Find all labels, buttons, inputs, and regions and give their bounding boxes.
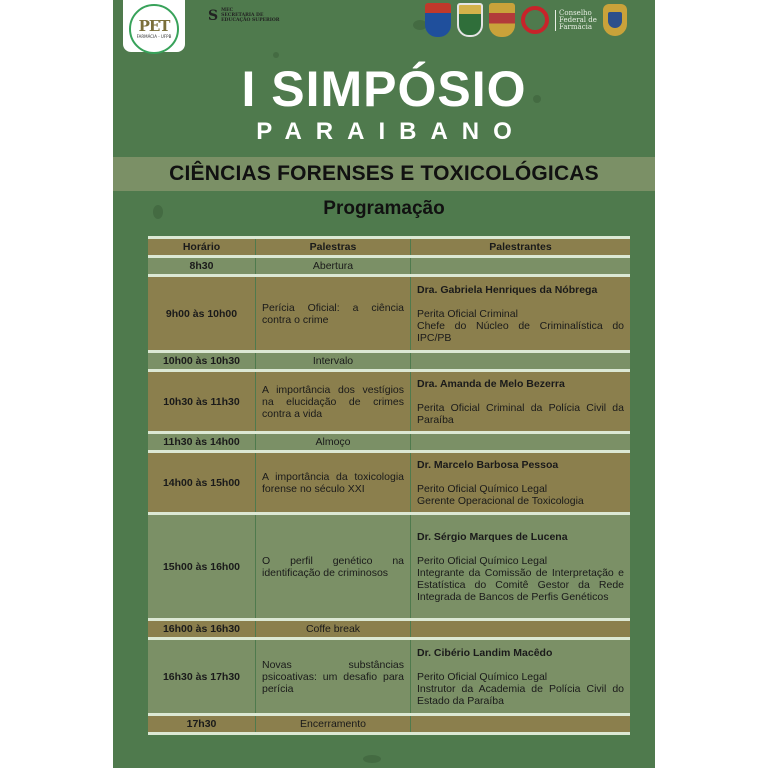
speaker-name: Dra. Amanda de Melo Bezerra — [417, 377, 565, 390]
table-row — [148, 433, 630, 452]
row-talk: Intervalo — [256, 352, 411, 371]
mec-logo — [208, 8, 280, 23]
cff-logo — [555, 10, 597, 31]
row-talk: Abertura — [256, 257, 411, 276]
section-title: Programação — [323, 198, 445, 219]
row-talk: Almoço — [256, 433, 411, 452]
row-time: 10h30 às 11h30 — [148, 371, 256, 433]
title-line-2: PARAIBANO — [256, 118, 526, 145]
row-talk: A importância dos vestígios na elucidação de crimes contra a vida — [256, 371, 411, 433]
police-badge-icon — [603, 4, 627, 36]
speaker-role: Perito Oficial Químico Legal — [417, 670, 548, 683]
header-palestras: Palestras — [256, 238, 411, 257]
subtitle: CIÊNCIAS FORENSES E TOXICOLÓGICAS — [169, 162, 599, 185]
row-speaker — [411, 371, 631, 433]
row-speaker — [411, 433, 631, 452]
mec-line-1: MEC — [221, 8, 234, 13]
pet-logo-subtext: FARMÁCIA - UFPB — [136, 34, 172, 39]
schedule-table — [148, 236, 630, 735]
table-row — [148, 276, 630, 352]
speaker-name: Dr. Sérgio Marques de Lucena — [417, 530, 568, 543]
speaker-role: Perita Oficial Criminal da Polícia Civil da Paraíba — [417, 401, 624, 426]
mec-line-2: SECRETARIA DE — [221, 13, 264, 18]
poster — [113, 0, 655, 768]
speaker-role: Perito Oficial Químico Legal — [417, 482, 548, 495]
row-time: 17h30 — [148, 715, 256, 734]
partner-logos — [425, 3, 627, 37]
row-speaker — [411, 639, 631, 715]
row-talk: Coffe break — [256, 620, 411, 639]
row-time: 10h00 às 10h30 — [148, 352, 256, 371]
row-talk: Encerramento — [256, 715, 411, 734]
row-speaker — [411, 620, 631, 639]
row-speaker — [411, 514, 631, 620]
row-time: 16h00 às 16h30 — [148, 620, 256, 639]
row-time: 11h30 às 14h00 — [148, 433, 256, 452]
row-time: 16h30 às 17h30 — [148, 639, 256, 715]
table-row — [148, 452, 630, 514]
state-crest-icon — [457, 3, 483, 37]
mec-logo-icon: S — [208, 7, 219, 24]
speaker-role: Chefe do Núcleo de Criminalística do IPC/PB — [417, 319, 624, 344]
row-time: 8h30 — [148, 257, 256, 276]
table-row — [148, 371, 630, 433]
speaker-name: Dra. Gabriela Henriques da Nóbrega — [417, 283, 598, 296]
speaker-role: Perito Oficial Químico Legal — [417, 554, 548, 567]
cff-line-1: Conselho — [559, 8, 592, 17]
row-time: 14h00 às 15h00 — [148, 452, 256, 514]
row-speaker — [411, 352, 631, 371]
row-talk: Novas substâncias psicoativas: um desafio para perícia — [256, 639, 411, 715]
table-header-row — [148, 238, 630, 257]
header-palestrantes: Palestrantes — [489, 241, 552, 253]
row-speaker — [411, 452, 631, 514]
pet-logo — [123, 0, 185, 52]
row-speaker — [411, 257, 631, 276]
speaker-role: Gerente Operacional de Toxicologia — [417, 494, 584, 507]
table-row — [148, 620, 630, 639]
speaker-role: Instrutor da Academia de Polícia Civil do Estado da Paraíba — [417, 682, 624, 707]
row-speaker — [411, 276, 631, 352]
speaker-role: Integrante da Comissão de Interpretação e Estatística do Comitê Gestor da Rede Integrada de Bancos de Perfis Genéticos — [417, 566, 624, 603]
row-talk: A importância da toxicologia forense no século XXI — [256, 452, 411, 514]
header-horario: Horário — [148, 238, 256, 257]
row-talk: O perfil genético na identificação de criminosos — [256, 514, 411, 620]
speaker-name: Dr. Cibério Landim Macêdo — [417, 646, 553, 659]
university-crest-icon — [489, 3, 515, 37]
table-row — [148, 639, 630, 715]
cff-line-3: Farmácia — [559, 22, 593, 31]
row-time: 15h00 às 16h00 — [148, 514, 256, 620]
speaker-role: Perita Oficial Criminal — [417, 307, 518, 320]
mec-line-3: EDUCAÇÃO SUPERIOR — [221, 18, 280, 23]
row-time: 9h00 às 10h00 — [148, 276, 256, 352]
ufpb-crest-icon — [425, 3, 451, 37]
row-talk: Perícia Oficial: a ciência contra o crime — [256, 276, 411, 352]
texture-speck — [363, 755, 381, 763]
cr-logo-icon — [521, 6, 549, 34]
pet-logo-text: PET — [138, 17, 170, 35]
texture-speck — [273, 52, 279, 58]
row-speaker — [411, 715, 631, 734]
cff-line-2: Federal de — [559, 15, 597, 24]
title-line-1: I SIMPÓSIO — [241, 61, 527, 117]
table-row — [148, 514, 630, 620]
table-row — [148, 352, 630, 371]
table-row — [148, 257, 630, 276]
speaker-name: Dr. Marcelo Barbosa Pessoa — [417, 458, 559, 471]
table-row — [148, 715, 630, 734]
subtitle-band — [113, 157, 655, 191]
